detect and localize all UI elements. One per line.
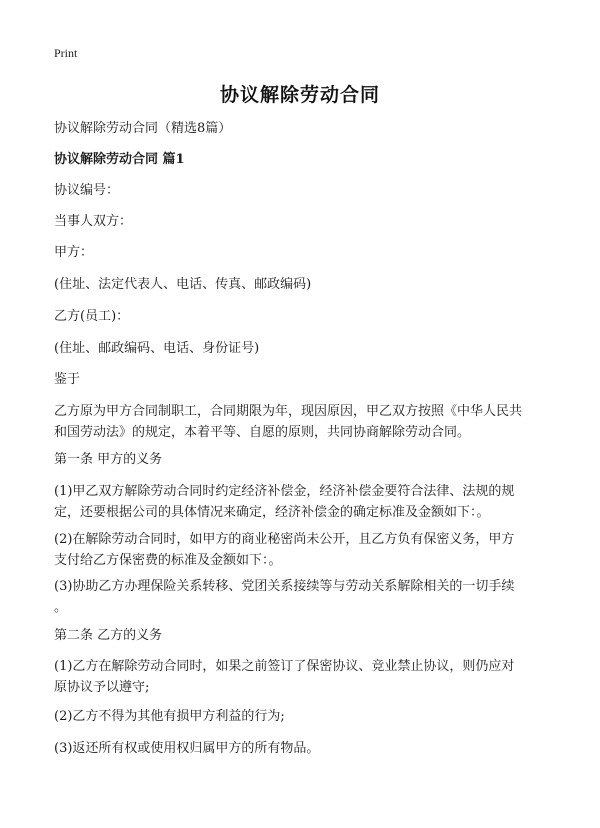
preamble-line: 乙方原为甲方合同制职工，合同期限为年，现因原因，甲乙双方按照《中华人民共: [54, 404, 523, 419]
parties-label: 当事人双方：: [54, 214, 133, 229]
article1-item1: [54, 481, 568, 523]
article1-item1-line: (1)甲乙双方解除劳动合同时约定经济补偿金，经济补偿金要符合法律、法规的规: [54, 484, 515, 499]
article2-title: 第二条 乙方的义务: [54, 628, 163, 643]
article1-item1-line: 定，还要根据公司的具体情况来确定，经济补偿金的确定标准及金额如下：。: [54, 505, 490, 520]
article2-item1-line: (1)乙方在解除劳动合同时，如果之前签订了保密协议、竞业禁止协议，则仍应对: [54, 659, 515, 674]
article1-item3: [54, 576, 568, 618]
document-title: 协议解除劳动合同: [219, 84, 380, 106]
article2-item3: (3)返还所有权或使用权归属甲方的所有物品。: [54, 741, 320, 756]
article1-item2: [54, 529, 568, 571]
article1-item3-line: 。: [54, 600, 68, 615]
document-subtitle: 协议解除劳动合同（精选8篇）: [54, 121, 232, 136]
party-b-info: (住址、邮政编码、电话、身份证号): [54, 341, 260, 356]
preamble-paragraph: [54, 401, 568, 443]
article1-item3-line: (3)协助乙方办理保险关系转移、党团关系接续等与劳动关系解除相关的一切手续: [54, 579, 515, 594]
article2-item2: (2)乙方不得为其他有损甲方利益的行为;: [54, 709, 285, 724]
preamble-line: 和国劳动法》的规定，本着平等、自愿的原则，共同协商解除劳动合同。: [54, 425, 471, 440]
article2-item1-line: 原协议予以遵守;: [54, 680, 150, 695]
party-a-label: 甲方：: [54, 245, 94, 260]
party-b-label: 乙方(员工)：: [54, 309, 130, 324]
whereas-label: 鉴于: [54, 372, 81, 387]
party-a-info: (住址、法定代表人、电话、传真、邮政编码): [54, 277, 312, 292]
article1-item2-line: 支付给乙方保密费的标准及金额如下：。: [54, 553, 282, 568]
article1-item2-line: (2)在解除劳动合同时，如甲方的商业秘密尚未公开，且乙方负有保密义务，甲方: [54, 532, 515, 547]
article1-title: 第一条 甲方的义务: [54, 452, 163, 467]
agreement-number: 协议编号：: [54, 183, 120, 198]
section-heading: 协议解除劳动合同 篇1: [54, 152, 185, 167]
article2-item1: [54, 656, 568, 698]
print-link[interactable]: Print: [54, 46, 78, 60]
